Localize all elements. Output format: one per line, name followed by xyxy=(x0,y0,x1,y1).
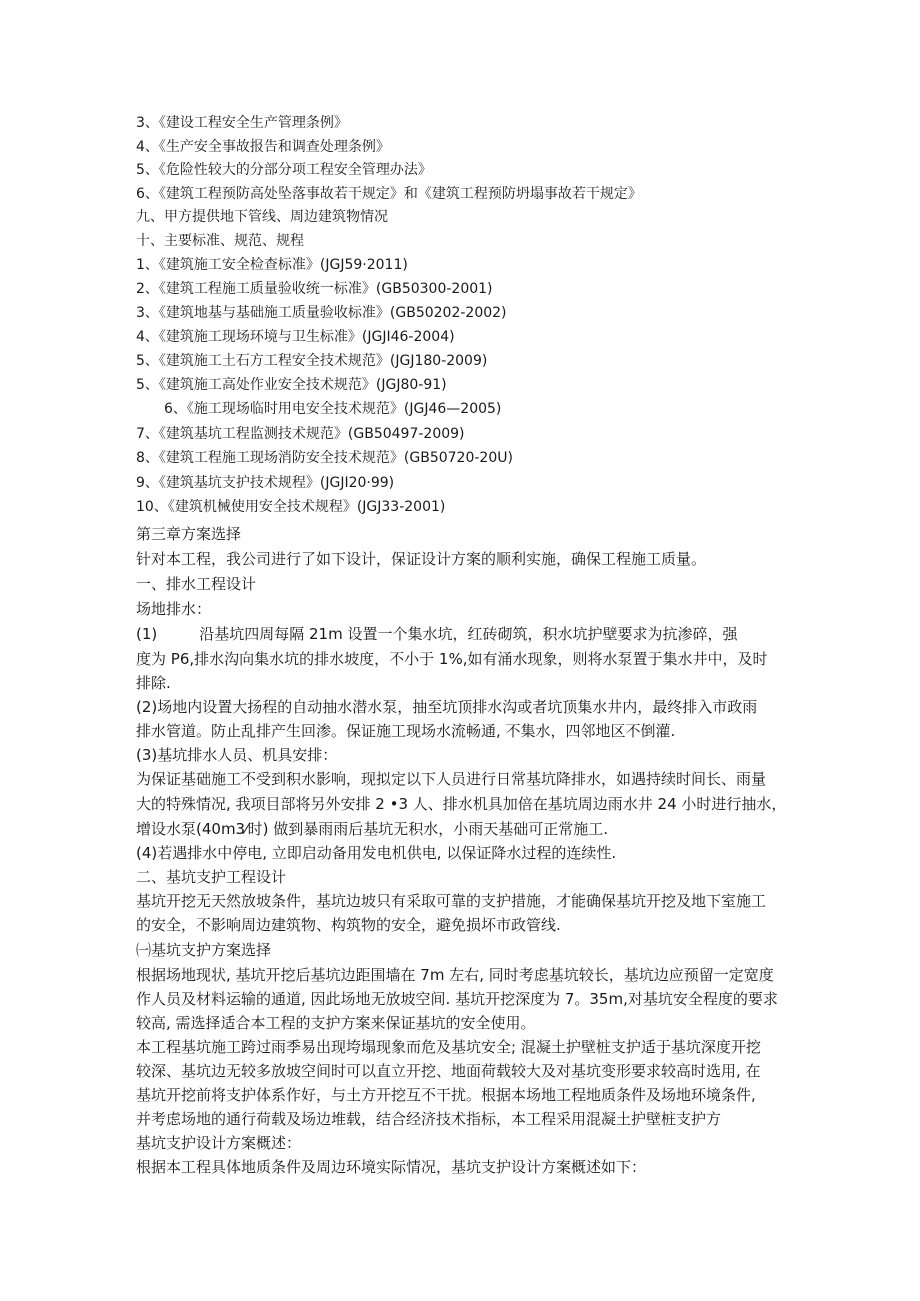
text-line: 并考虑场地的通行荷载及场边堆载，结合经济技术指标，本工程采用混凝土护壁桩支护方 xyxy=(136,1110,722,1128)
text-line: 4、《生产安全事故报告和调查处理条例》 xyxy=(136,139,390,155)
text-line: 3、《建筑地基与基础施工质量验收标准》(GB50202-2002) xyxy=(136,305,507,321)
text-line: 根据本工程具体地质条件及周边环境实际情况，基坑支护设计方案概述如下： xyxy=(136,1158,647,1176)
text-line: 基坑开挖前将支护体系作好，与土方开挖互不干扰。根据本场地工程地质条件及场地环境条件, xyxy=(136,1086,756,1104)
section-heading: 九、甲方提供地下管线、周边建筑物情况 xyxy=(136,209,388,225)
text-line: 排水管道。防止乱排产生回渗。保证施工现场水流畅通, 不集水，四邻地区不倒灌. xyxy=(136,722,676,740)
text-line: 排除. xyxy=(136,674,171,692)
text-line: 基坑开挖无天然放坡条件，基坑边坡只有采取可靠的支护措施，才能确保基坑开挖及地下室施工 xyxy=(136,892,767,910)
text-line: 5、《危险性较大的分部分项工程安全管理办法》 xyxy=(136,162,432,178)
item-text: 沿基坑四周每隔 21m 设置一个集水坑，红砖砌筑，积水坑护壁要求为抗渗碎，强 xyxy=(199,625,738,643)
text-line: 8、《建筑工程施工现场消防安全技术规范》(GB50720-20U) xyxy=(136,450,513,466)
text-line: 大的特殊情况, 我项目部将另外安排 2 •3 人、排水机具加倍在基坑周边雨水井 24 小时进行抽水， xyxy=(136,795,787,813)
text-line: 6、《建筑工程预防高处坠落事故若干规定》和《建筑工程预防坍塌事故若干规定》 xyxy=(136,186,642,202)
text-line: 1、《建筑施工安全检查标准》(JGJ59·2011) xyxy=(136,257,408,273)
text-line xyxy=(136,625,738,643)
text-line: 较高, 需选择适合本工程的支护方案来保证基坑的安全使用。 xyxy=(136,1014,536,1032)
text-line: 4、《建筑施工现场环境与卫生标准》(JGJI46-2004) xyxy=(136,329,455,345)
text-line: 5、《建筑施工高处作业安全技术规范》(JGJ80-91) xyxy=(136,377,447,393)
text-line: 3、《建设工程安全生产管理条例》 xyxy=(136,115,348,131)
subsection-heading: ㈠基坑支护方案选择 xyxy=(136,941,272,959)
item-number: (1) xyxy=(136,625,158,643)
section-heading: 一、排水工程设计 xyxy=(136,575,257,593)
text-line: 10、《建筑机械使用安全技术规程》(JGJ33-2001) xyxy=(136,499,446,515)
text-line: (4)若遇排水中停电, 立即启动备用发电机供电, 以保证降水过程的连续性. xyxy=(136,844,617,862)
text-line: 场地排水： xyxy=(136,600,212,618)
text-line: 增设水泵(40m3⁄时) 做到暴雨雨后基坑无积水，小雨天基础可正常施工. xyxy=(136,820,608,838)
text-line: (3)基坑排水人员、机具安排： xyxy=(136,746,338,764)
text-line: 针对本工程，我公司进行了如下设计，保证设计方案的顺利实施，确保工程施工质量。 xyxy=(136,550,707,568)
chapter-heading: 第三章方案选择 xyxy=(136,525,242,543)
text-line: 7、《建筑基坑工程监测技术规范》(GB50497-2009) xyxy=(136,426,465,442)
text-line: 为保证基础施工不受到积水影响，现拟定以下人员进行日常基坑降排水，如遇持续时间长、雨量 xyxy=(136,770,767,788)
text-line: 本工程基坑施工跨过雨季易出现垮塌现象而危及基坑安全; 混凝土护壁桩支护适于基坑深度开挖 xyxy=(136,1038,761,1056)
text-line: 基坑支护设计方案概述： xyxy=(136,1134,302,1152)
text-line: (2)场地内设置大扬程的自动抽水潜水泵，抽至坑顶排水沟或者坑顶集水井内，最终排入市政雨 xyxy=(136,698,758,716)
text-line: 较深、基坑边无较多放坡空间时可以直立开挖、地面荷载较大及对基坑变形要求较高时选用, 在 xyxy=(136,1062,761,1080)
section-heading: 十、主要标准、规范、规程 xyxy=(136,233,304,249)
text-line: 6、《施工现场临时用电安全技术规范》(JGJ46—2005) xyxy=(164,401,502,417)
text-line: 作人员及材料运输的通道, 因此场地无放坡空间. 基坑开挖深度为 7。35m,对基坑安全程度的要求 xyxy=(136,990,778,1008)
text-line: 度为 P6,排水沟向集水坑的排水坡度，不小于 1%,如有涌水现象，则将水泵置于集水井中，及时 xyxy=(136,650,768,668)
text-line: 9、《建筑基坑支护技术规程》(JGJI20·99) xyxy=(136,475,395,491)
text-line: 5、《建筑施工土石方工程安全技术规范》(JGJ180-2009) xyxy=(136,353,488,369)
text-line: 的安全，不影响周边建筑物、构筑物的安全，避免损坏市政管线. xyxy=(136,916,561,934)
text-line: 2、《建筑工程施工质量验收统一标准》(GB50300-2001) xyxy=(136,281,493,297)
section-heading: 二、基坑支护工程设计 xyxy=(136,868,287,886)
text-line: 根据场地现状, 基坑开挖后基坑边距围墙在 7m 左右, 同时考虑基坑较长，基坑边应预留一定宽度 xyxy=(136,966,774,984)
